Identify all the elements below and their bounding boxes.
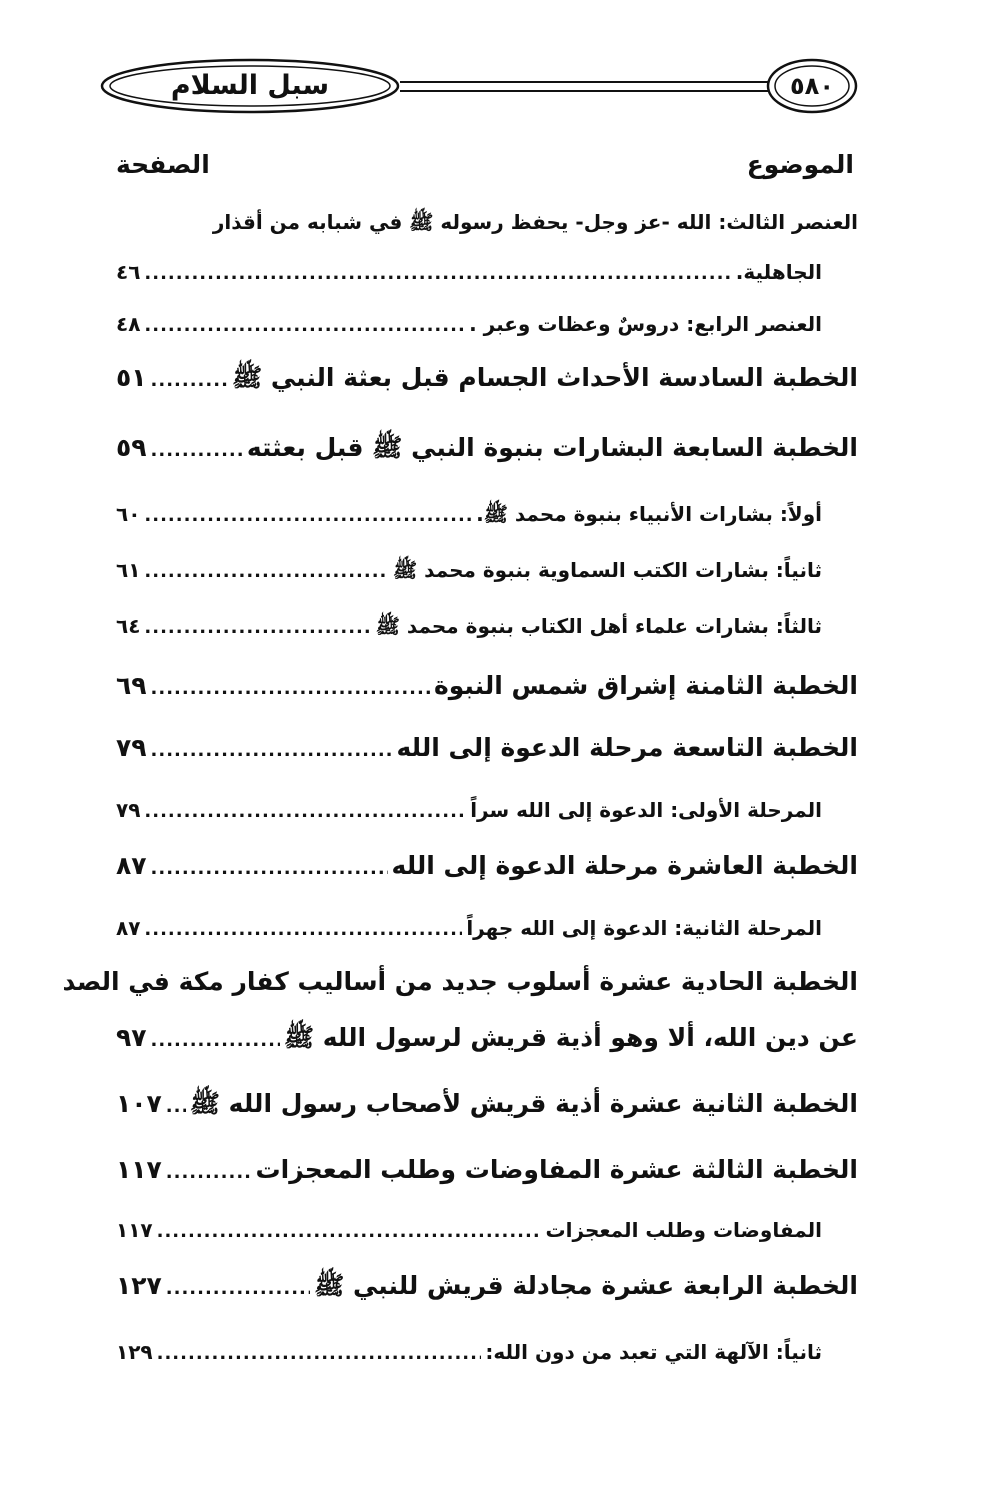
dot-leader xyxy=(144,610,371,646)
toc-entry-page: ٨٧ xyxy=(116,916,141,940)
toc-entry-title: المرحلة الثانية: الدعوة إلى الله جهراً xyxy=(466,916,822,940)
dot-leader xyxy=(151,669,430,709)
toc-entry-page: ٥١ xyxy=(116,363,147,392)
toc-entry-page: ٦١ xyxy=(116,558,141,582)
toc-entry xyxy=(116,496,822,532)
toc-entry-title: المفاوضات وطلب المعجزات xyxy=(545,1218,822,1242)
dot-leader xyxy=(151,731,393,771)
toc-entry-line: العنصر الثالث: الله -عز وجل- يحفظ رسوله ﷺ في شبابه من أقذار xyxy=(212,210,858,234)
dot-leader xyxy=(166,1269,310,1309)
toc-entry-page: ٤٨ xyxy=(116,312,141,336)
toc-entry-page: ١٠٧ xyxy=(116,1089,162,1118)
dot-leader xyxy=(144,256,731,292)
page-column-heading: الصفحة xyxy=(116,150,210,179)
toc-entry-title: الخطبة الرابعة عشرة مجادلة قريش للنبي ﷺ xyxy=(314,1271,858,1300)
dot-leader xyxy=(166,1087,186,1127)
toc-entry xyxy=(116,1018,858,1058)
toc-entry xyxy=(116,1266,858,1306)
toc-entry xyxy=(116,728,858,768)
dot-leader xyxy=(144,794,466,830)
dot-leader xyxy=(151,849,388,889)
toc-entry-page: ١٢٩ xyxy=(116,1340,153,1364)
dot-leader xyxy=(166,1153,252,1193)
dot-leader xyxy=(151,1021,280,1061)
toc-entry xyxy=(116,910,822,946)
toc-entry-title: عن دين الله، ألا وهو أذية قريش لرسول الله ﷺ xyxy=(283,1023,858,1052)
toc-entry xyxy=(116,254,822,290)
toc-entry xyxy=(116,428,858,468)
toc-entry-title: الخطبة التاسعة مرحلة الدعوة إلى الله xyxy=(396,733,858,762)
toc-entry-page: ١١٧ xyxy=(116,1155,162,1184)
toc-entry-title: أولاً: بشارات الأنبياء بنبوة محمد ﷺ. xyxy=(476,502,822,526)
toc-entry-title: ثانياً: الآلهة التي تعبد من دون الله: xyxy=(485,1340,822,1364)
dot-leader xyxy=(157,1336,482,1372)
toc-entry-title: الخطبة الثالثة عشرة المفاوضات وطلب المعجزات xyxy=(255,1155,858,1184)
toc-entry xyxy=(116,1212,822,1248)
dot-leader xyxy=(151,431,243,471)
toc-entry xyxy=(116,1334,822,1370)
toc-entry-title: الخطبة العاشرة مرحلة الدعوة إلى الله xyxy=(391,851,858,880)
toc-entry xyxy=(116,792,822,828)
toc-entry-title: الخطبة الثامنة إشراق شمس النبوة xyxy=(433,671,858,700)
toc-entry xyxy=(116,1084,858,1124)
toc-entry-page: ٥٩ xyxy=(116,433,147,462)
toc-entry xyxy=(116,552,822,588)
toc-entry-title: الجاهلية. xyxy=(735,260,822,284)
toc-entry-page: ٦٤ xyxy=(116,614,141,638)
dot-leader xyxy=(144,308,465,344)
toc-entry xyxy=(116,666,858,706)
running-title: سبل السلام xyxy=(170,70,330,101)
toc-entry-title: ثانياً: بشارات الكتب السماوية بنبوة محمد ﷺ xyxy=(393,558,822,582)
toc-entry xyxy=(116,358,858,398)
toc-entry xyxy=(116,846,858,886)
topic-column-heading: الموضوع xyxy=(746,150,854,179)
page-number: ٥٨٠ xyxy=(790,72,834,100)
toc-entry xyxy=(116,1150,858,1190)
dot-leader xyxy=(144,498,472,534)
toc-entry-title: الخطبة السابعة البشارات بنبوة النبي ﷺ قبل بعثته xyxy=(246,433,858,462)
toc-entry-page: ٨٧ xyxy=(116,851,147,880)
toc-entry-title: العنصر الرابع: دروسٌ وعظات وعبر . xyxy=(469,312,822,336)
toc-entry-page: ١١٧ xyxy=(116,1218,153,1242)
dot-leader xyxy=(157,1214,542,1250)
toc-entry-page: ١٢٧ xyxy=(116,1271,162,1300)
toc-entry-title: الخطبة الثانية عشرة أذية قريش لأصحاب رسول الله ﷺ xyxy=(189,1089,858,1118)
toc-entry xyxy=(116,306,822,342)
dot-leader xyxy=(144,554,389,590)
toc-entry-line: الخطبة الحادية عشرة أسلوب جديد من أساليب كفار مكة في الصد xyxy=(62,967,858,996)
toc-entry-title: الخطبة السادسة الأحداث الجسام قبل بعثة النبي ﷺ xyxy=(231,363,858,392)
dot-leader xyxy=(151,361,228,401)
toc-entry xyxy=(116,608,822,644)
dot-leader xyxy=(144,912,462,948)
toc-entry-page: ٦٩ xyxy=(116,671,147,700)
toc-entry-title: المرحلة الأولى: الدعوة إلى الله سراً xyxy=(470,798,822,822)
toc-entry-page: ٧٩ xyxy=(116,733,147,762)
toc-entry-title: ثالثاً: بشارات علماء أهل الكتاب بنبوة محمد ﷺ xyxy=(375,614,822,638)
toc-entry-page: ٦٠ xyxy=(116,502,141,526)
toc-entry-page: ٩٧ xyxy=(116,1023,147,1052)
toc-entry-page: ٧٩ xyxy=(116,798,141,822)
toc-entry-page: ٤٦ xyxy=(116,260,141,284)
